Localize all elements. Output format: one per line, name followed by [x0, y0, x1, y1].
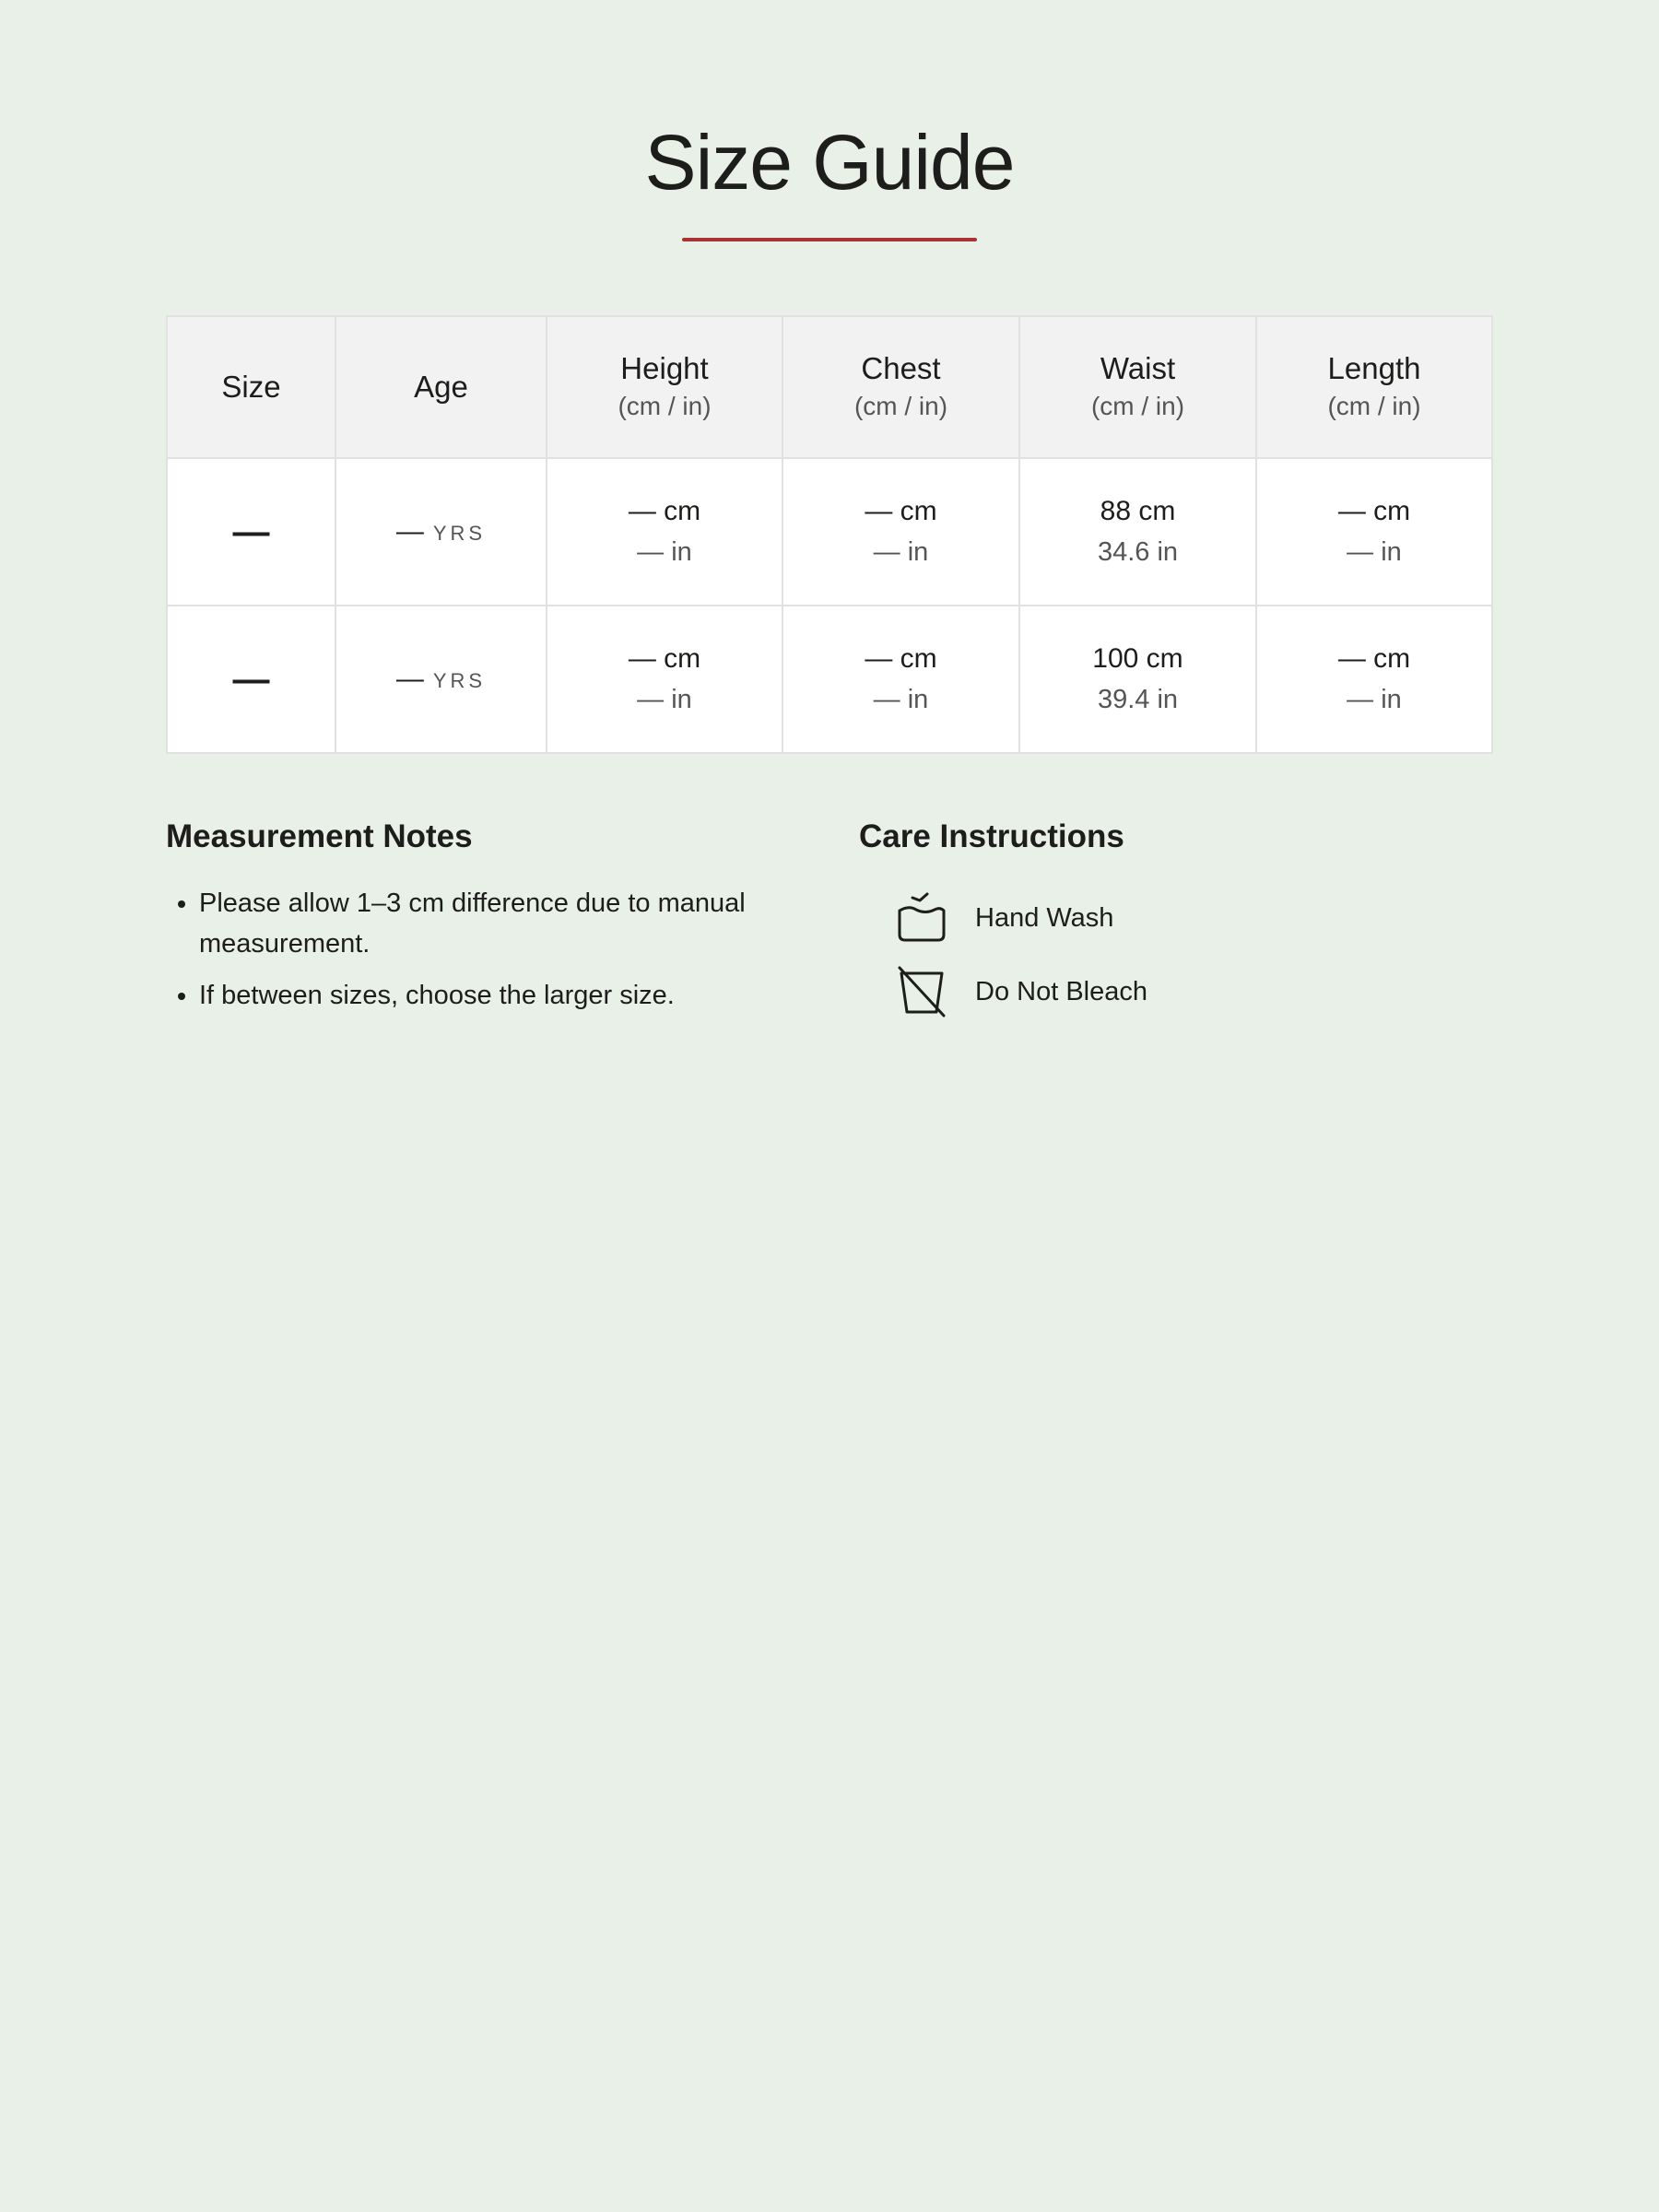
care-title: Care Instructions — [859, 818, 1124, 854]
cell-length — [1256, 606, 1492, 753]
header-length — [1256, 316, 1492, 458]
care-label: Hand Wash — [975, 902, 1114, 933]
title-underline — [682, 238, 977, 241]
length-in: — in — [1347, 685, 1402, 714]
table-header-row — [167, 316, 1492, 458]
size-value: — — [232, 658, 270, 700]
list-item: • Please allow 1–3 cm difference due to manual measurement. — [199, 883, 774, 964]
length-cm: — cm — [1337, 643, 1411, 674]
age-value: — — [395, 664, 424, 694]
height-in: — in — [637, 685, 692, 714]
header-label: Waist — [1100, 351, 1176, 385]
height-cm: — cm — [628, 643, 701, 674]
care-label: Do Not Bleach — [975, 976, 1147, 1006]
care-instructions — [859, 817, 1449, 1038]
header-chest — [782, 316, 1019, 458]
info-sections — [166, 817, 1493, 1056]
cell-height — [547, 458, 782, 606]
cell-chest — [782, 458, 1019, 606]
list-item: • If between sizes, choose the larger size. — [199, 975, 774, 1016]
table-row — [167, 458, 1492, 606]
measurement-notes — [166, 817, 774, 1027]
waist-in: 34.6 in — [1097, 537, 1179, 567]
length-cm: — cm — [1337, 496, 1411, 526]
age-unit: YRS — [432, 522, 487, 545]
care-list — [859, 890, 1449, 1019]
header-unit: (cm / in) — [1327, 392, 1421, 420]
size-guide-page — [166, 0, 1493, 1056]
cell-size — [167, 606, 335, 753]
chest-cm: — cm — [865, 643, 937, 674]
cell-waist — [1019, 458, 1256, 606]
height-in: — in — [637, 537, 692, 567]
age-value: — — [395, 516, 424, 547]
length-in: — in — [1347, 537, 1402, 567]
chest-in: — in — [873, 685, 929, 714]
header-label: Chest — [861, 351, 941, 385]
header-label: Age — [414, 370, 468, 404]
waist-in: 39.4 in — [1097, 685, 1179, 714]
notes-title: Measurement Notes — [166, 818, 473, 854]
header-height — [547, 316, 782, 458]
hand-wash-icon — [898, 892, 946, 944]
age-unit: YRS — [432, 669, 487, 692]
header-waist — [1019, 316, 1256, 458]
chest-cm: — cm — [865, 496, 937, 526]
header-age — [335, 316, 547, 458]
notes-list — [166, 883, 774, 1016]
waist-cm: 88 cm — [1100, 496, 1176, 526]
cell-size — [167, 458, 335, 606]
waist-cm: 100 cm — [1092, 643, 1183, 674]
care-item-hand-wash — [859, 890, 1449, 946]
cell-length — [1256, 458, 1492, 606]
cell-age — [335, 458, 547, 606]
height-cm: — cm — [628, 496, 701, 526]
header-unit: (cm / in) — [1090, 392, 1185, 420]
chest-in: — in — [873, 537, 929, 567]
page-title: Size Guide — [644, 119, 1015, 206]
table-row — [167, 606, 1492, 753]
header-size — [167, 316, 335, 458]
header-label: Height — [620, 351, 709, 385]
size-value: — — [232, 511, 270, 552]
cell-age — [335, 606, 547, 753]
cell-height — [547, 606, 782, 753]
do-not-bleach-icon — [898, 966, 946, 1018]
header-unit: (cm / in) — [618, 392, 712, 420]
cell-waist — [1019, 606, 1256, 753]
header-label: Size — [221, 370, 281, 404]
size-table — [166, 315, 1493, 754]
cell-chest — [782, 606, 1019, 753]
care-item-do-not-bleach — [859, 964, 1449, 1019]
header-label: Length — [1327, 351, 1421, 385]
header-unit: (cm / in) — [853, 392, 948, 420]
